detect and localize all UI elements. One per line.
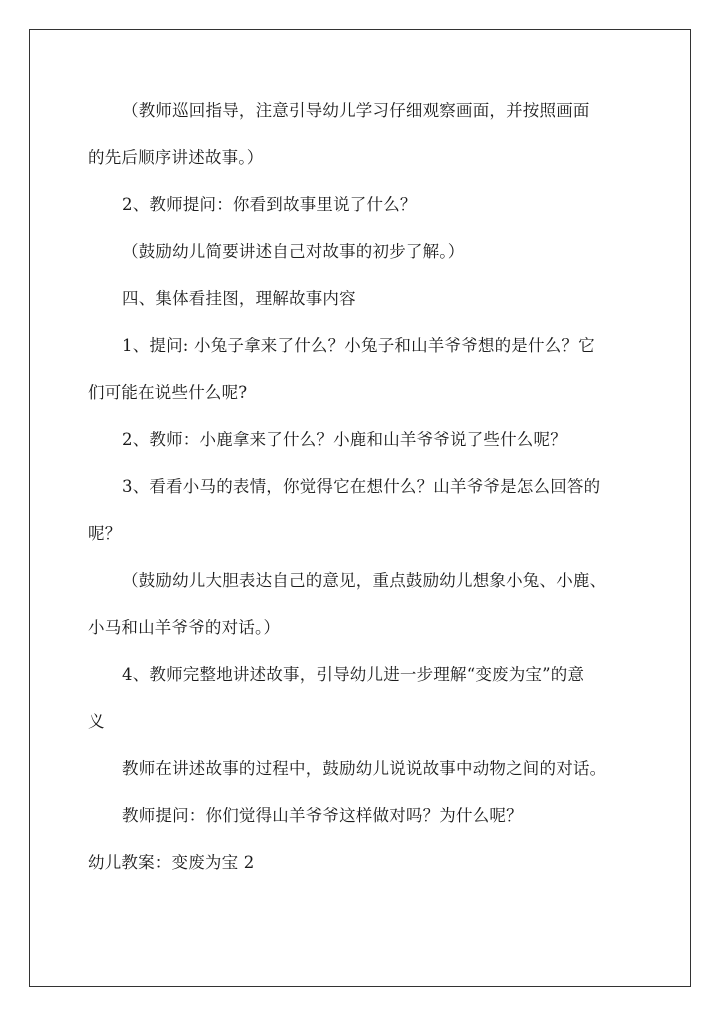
paragraph-line: 小马和山羊爷爷的对话。）: [88, 618, 281, 637]
paragraph-line: 1、提问: 小兔子拿来了什么？小兔子和山羊爷爷想的是什么？它: [122, 336, 595, 355]
paragraph-line: （鼓励幼儿大胆表达自己的意见，重点鼓励幼儿想象小兔、小鹿、: [122, 571, 607, 590]
paragraph-line: 4、教师完整地讲述故事，引导幼儿进一步理解“变废为宝”的意: [122, 665, 585, 684]
paragraph-line: 呢？: [88, 524, 122, 543]
page-border: [29, 29, 691, 987]
paragraph-line: 3、看看小马的表情，你觉得它在想什么？山羊爷爷是怎么回答的: [122, 477, 601, 496]
paragraph-line: 的先后顺序讲述故事。）: [88, 148, 264, 167]
paragraph-line: 教师提问：你们觉得山羊爷爷这样做对吗？为什么呢？: [122, 806, 523, 825]
paragraph-line: 2、教师：小鹿拿来了什么？小鹿和山羊爷爷说了些什么呢？: [122, 430, 567, 449]
paragraph-line: （鼓励幼儿简要讲述自己对故事的初步了解。）: [122, 242, 465, 261]
paragraph-line: 义: [88, 712, 105, 731]
paragraph-line: 2、教师提问：你看到故事里说了什么？: [122, 195, 417, 214]
section-heading: 四、集体看挂图，理解故事内容: [122, 289, 356, 308]
paragraph-line: 们可能在说些什么呢?: [88, 383, 248, 402]
paragraph-line: 教师在讲述故事的过程中，鼓励幼儿说说故事中动物之间的对话。: [122, 759, 607, 778]
paragraph-line: （教师巡回指导，注意引导幼儿学习仔细观察画面，并按照画面: [122, 101, 590, 120]
document-subtitle: 幼儿教案：变废为宝 2: [88, 853, 255, 872]
